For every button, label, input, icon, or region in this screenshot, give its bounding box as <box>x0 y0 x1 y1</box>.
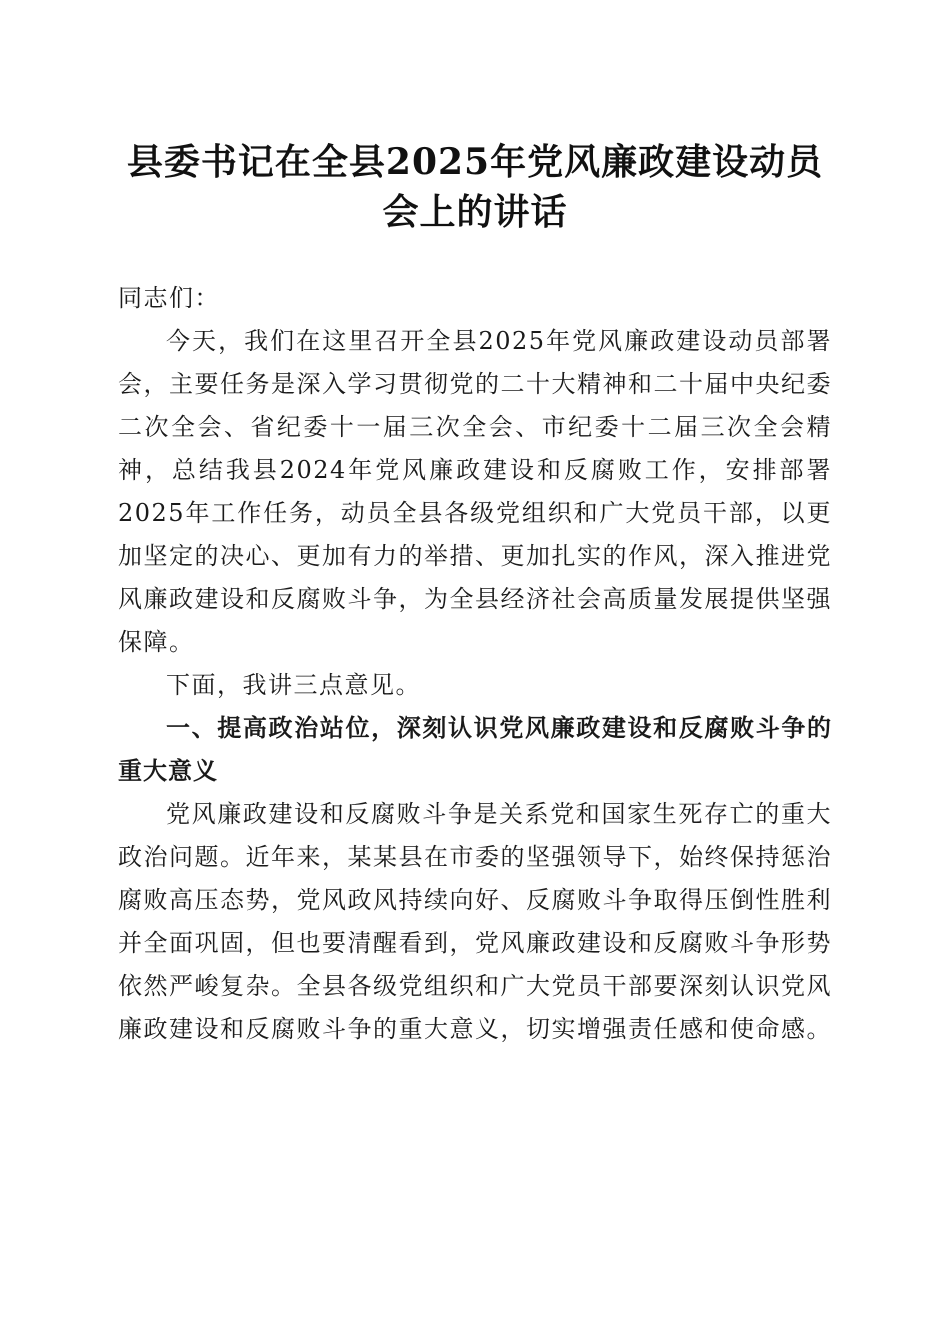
document-body <box>118 277 832 1051</box>
document-title: 县委书记在全县2025年党风廉政建设动员会上的讲话 <box>126 141 824 233</box>
salutation: 同志们： <box>118 284 220 312</box>
section-heading-1: 一、提高政治站位，深刻认识党风廉政建设和反腐败斗争的重大意义 <box>118 714 832 785</box>
paragraph-transition: 下面，我讲三点意见。 <box>166 671 421 699</box>
paragraph-section-1: 党风廉政建设和反腐败斗争是关系党和国家生死存亡的重大政治问题。近年来，某某县在市委的坚强领导下，始终保持惩治腐败高压态势，党风政风持续向好、反腐败斗争取得压倒性胜利并全面巩固，但也要清醒看到，党风廉政建设和反腐败斗争形势依然严峻复杂。全县各级党组织和广大党员干部要深刻认识党风廉政建设和反腐败斗争的重大意义，切实增强责任感和使命感。 <box>118 800 832 1043</box>
paragraph-opening: 今天，我们在这里召开全县2025年党风廉政建设动员部署会，主要任务是深入学习贯彻党的二十大精神和二十届中央纪委二次全会、省纪委十一届三次全会、市纪委十二届三次全会精神，总结我县2024年党风廉政建设和反腐败工作，安排部署2025年工作任务，动员全县各级党组织和广大党员干部，以更加坚定的决心、更加有力的举措、更加扎实的作风，深入推进党风廉政建设和反腐败斗争，为全县经济社会高质量发展提供坚强保障。 <box>118 327 832 656</box>
